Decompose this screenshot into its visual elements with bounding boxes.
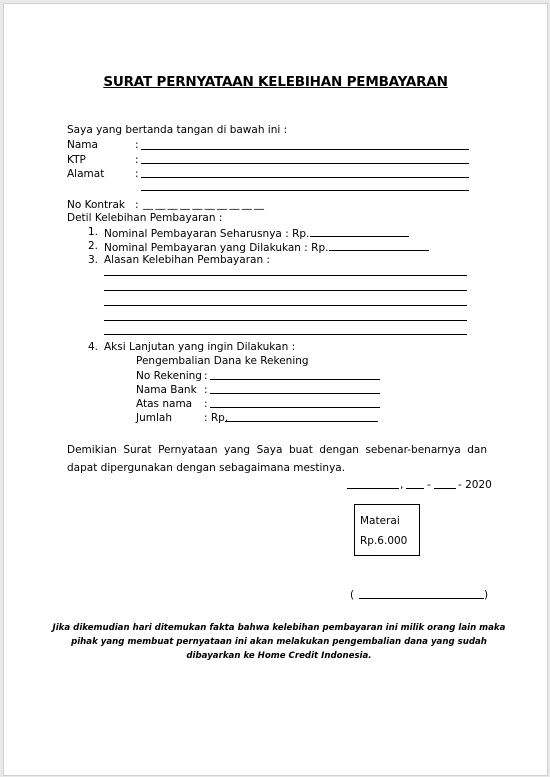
item2-text: Nominal Pembayaran yang Dilakukan : Rp.	[104, 242, 329, 254]
item1-field-line[interactable]	[310, 226, 409, 237]
item4-label: Aksi Lanjutan yang ingin Dilakukan :	[104, 341, 296, 353]
item2-number: 2.	[88, 240, 99, 252]
ktp-colon: :	[135, 154, 139, 166]
date-city-line[interactable]	[347, 488, 399, 489]
alasan-line-4[interactable]	[104, 320, 467, 321]
item3-label: Alasan Kelebihan Pembayaran :	[104, 254, 270, 266]
detail-heading: Detil Kelebihan Pembayaran :	[67, 212, 223, 224]
date-day-line[interactable]	[406, 488, 424, 489]
item1-text: Nominal Pembayaran Seharusnya : Rp.	[104, 228, 310, 240]
date-separator-1: ,	[400, 479, 404, 491]
atas-nama-label: Atas nama	[136, 398, 193, 410]
item2-label	[104, 240, 429, 255]
no-rekening-label: No Rekening	[136, 370, 202, 382]
ktp-label: KTP	[67, 154, 86, 166]
closing-paragraph: Demikian Surat Pernyataan yang Saya buat dengan sebenar-benarnya dan dapat dipergunakan dengan sebagaimana mestinya.	[67, 444, 487, 474]
document-page	[3, 3, 548, 776]
item1-number: 1.	[88, 226, 99, 238]
stamp-line-2: Rp.6.000	[360, 535, 408, 547]
nama-field-line[interactable]	[141, 149, 469, 150]
alamat-label: Alamat	[67, 168, 105, 180]
item3-number: 3.	[88, 254, 99, 266]
no-rekening-field-line[interactable]	[210, 379, 380, 380]
date-year: - 2020	[458, 479, 492, 491]
alasan-line-5[interactable]	[104, 334, 467, 335]
document-title: SURAT PERNYATAAN KELEBIHAN PEMBAYARAN	[103, 74, 448, 90]
date-separator-2: -	[427, 479, 431, 491]
item2-field-line[interactable]	[329, 240, 429, 251]
alamat-field-line-2[interactable]	[141, 190, 469, 191]
nama-label: Nama	[67, 139, 98, 151]
alasan-line-2[interactable]	[104, 290, 467, 291]
no-kontrak-colon: :	[135, 199, 139, 211]
atas-nama-colon: :	[204, 398, 208, 410]
nama-bank-colon: :	[204, 384, 208, 396]
nama-bank-field-line[interactable]	[210, 393, 380, 394]
ktp-field-line[interactable]	[141, 163, 469, 164]
alamat-field-line-1[interactable]	[141, 177, 469, 178]
intro-text: Saya yang bertanda tangan di bawah ini :	[67, 124, 288, 136]
jumlah-prefix: : Rp.	[204, 412, 229, 424]
signature-close-paren: )	[484, 589, 489, 601]
no-rekening-colon: :	[204, 370, 208, 382]
footnote: Jika dikemudian hari ditemukan fakta bahwa kelebihan pembayaran ini milik orang lain maka pihak yang membuat pernyataan ini akan melakukan pengembalian dana yang sudah dibayarkan ke Home Credit Indonesia.	[52, 623, 506, 661]
date-month-line[interactable]	[434, 488, 456, 489]
nama-colon: :	[135, 139, 139, 151]
alasan-line-1[interactable]	[104, 275, 467, 276]
item1-label	[104, 226, 409, 241]
stamp-line-1: Materai	[360, 515, 400, 527]
materai-stamp-box	[354, 504, 420, 556]
jumlah-label: Jumlah	[136, 412, 172, 424]
refund-heading: Pengembalian Dana ke Rekening	[136, 355, 309, 367]
jumlah-field-line[interactable]	[225, 421, 378, 422]
item4-number: 4.	[88, 341, 99, 353]
nama-bank-label: Nama Bank	[136, 384, 197, 396]
no-kontrak-label: No Kontrak	[67, 199, 126, 211]
alamat-colon: :	[135, 168, 139, 180]
signature-name-line[interactable]	[359, 598, 484, 599]
no-kontrak-blanks[interactable]: __ __ __ __ __ __ __ __ __ __	[143, 198, 264, 210]
alasan-line-3[interactable]	[104, 305, 467, 306]
signature-open-paren: (	[350, 589, 355, 601]
atas-nama-field-line[interactable]	[210, 407, 380, 408]
